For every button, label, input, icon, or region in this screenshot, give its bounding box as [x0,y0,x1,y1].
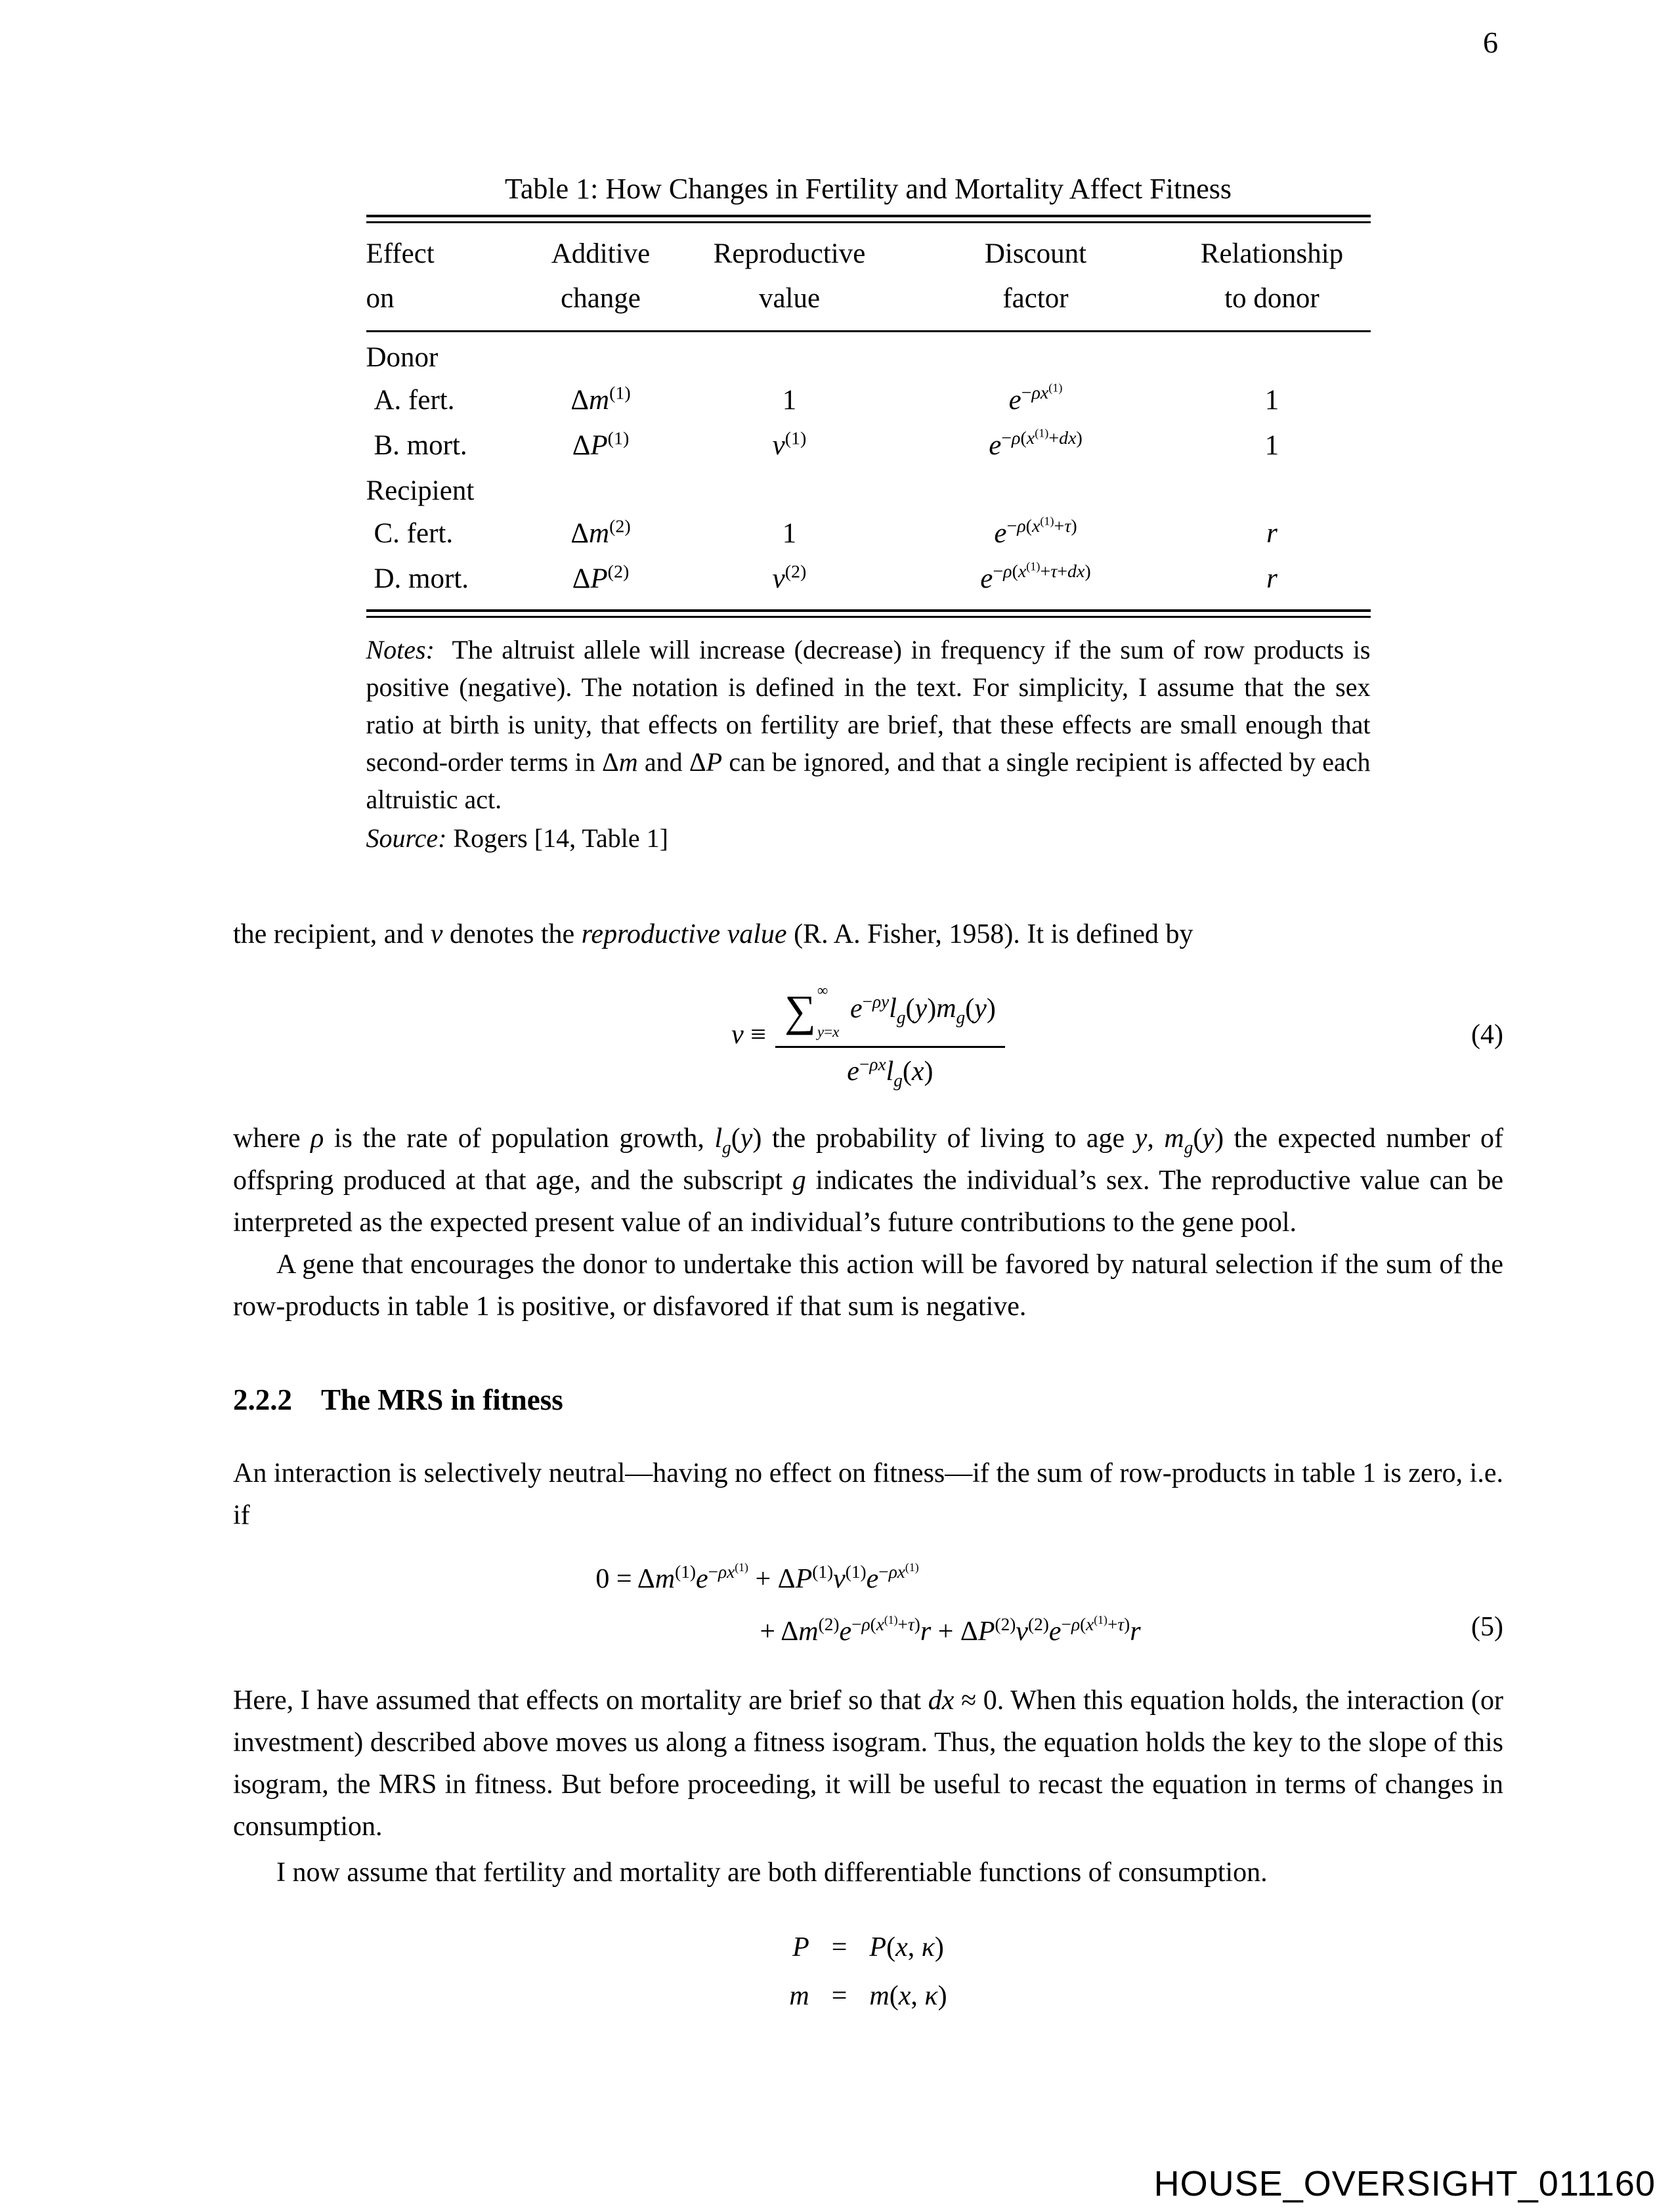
table-grid [366,223,1371,599]
header-line: Additive [551,238,651,269]
table-cell-discount-factor: $e^{-\rho(x^{(1)}+\tau+dx)}$ [980,560,1091,594]
table-row-label: A. fert. [374,384,455,416]
section-title: The MRS in fitness [321,1383,563,1416]
watermark-bates-number: HOUSE_OVERSIGHT_011160 [1153,2164,1656,2203]
table-cell-additive-change: ΔP$^{(2)}$ [572,561,630,594]
equation-5-label: (5) [1471,1612,1503,1643]
header-line: factor [1002,283,1069,314]
table-row-label: C. fert. [374,517,454,549]
equation-P-m [233,1932,1503,2012]
table-cell-reproductive-value: $v^{(1)}$ [772,428,807,461]
header-line: Discount [984,238,1087,269]
table-cell-relationship: r [1266,563,1277,594]
equation-5-line-1: $0 = \Delta m^{(1)}e^{-\rho x^{(1)}} + \Delta P^{(1)}v^{(1)}e^{-\rho x^{(1)}}$ [595,1560,919,1594]
table-row-label: B. mort. [374,429,467,461]
paragraph-interaction-neutral: An interaction is selectively neutral—having no effect on fitness—if the sum of row-products in table 1 is zero, i.e. if [233,1458,1503,1530]
equation-5-line-2: + $\Delta m^{(2)}e^{-\rho(x^{(1)}+\tau)}r + \Delta P^{(2)}v^{(2)}e^{-\rho(x^{(1)}+\tau)}r$ [760,1613,1141,1647]
table-row-label: D. mort. [374,563,469,594]
header-line: change [561,283,641,314]
eq-P-equals: = [831,1932,848,1963]
fraction-numerator: ∑ ∞ y=x $e^{-\rho y}l_g(y)m_g(y)$ [784,981,996,1040]
table-notes: Notes: The altruist allele will increase (decrease) in frequency if the sum of row products is positive (negative). The notation is defined in the text. For simplicity, I assume that the sex ratio at birth is unity, that effects on fertility are brief, that these effects are small enough that second-order terms in Δm and ΔP can be ignored, and that a single recipient is affected by each altruistic act. [366,634,1371,814]
eq-m-equals: = [831,1981,848,2012]
header-line: Relationship [1200,238,1344,269]
table-cell-reproductive-value: $v^{(2)}$ [772,561,807,594]
equation-4-label: (4) [1471,1020,1503,1051]
paragraph-gene-favored: A gene that encourages the donor to undertake this action will be favored by natural selection if the sum of the row-products in table 1 is positive, or disfavored if that sum is negative. [233,1249,1503,1322]
equation-4 [233,981,1503,1091]
table-cell-reproductive-value: 1 [782,384,797,416]
paragraph-now-assume: I now assume that fertility and mortality are both differentiable functions of consumption. [276,1857,1268,1888]
table-cell-additive-change: $\Delta m^{(2)}$ [570,516,631,549]
column-header-effect [366,223,521,324]
table-cell-discount-factor: $e^{-\rho(x^{(1)}+\tau)}$ [994,515,1077,549]
table-cell-discount-factor: $e^{-\rho x^{(1)}}$ [1008,381,1063,416]
table-source: Source: Rogers [14, Table 1] [366,823,668,853]
page-number: 6 [1483,26,1498,59]
equation-4-body [233,981,1503,1091]
table-group-donor: Donor [366,341,439,373]
table-title: Table 1: How Changes in Fertility and Mortality Affect Fitness [505,173,1232,205]
column-header-additive-change [521,223,681,324]
table-cell-relationship: 1 [1264,384,1279,416]
section-heading [233,1383,1503,1417]
table-cell-reproductive-value: 1 [782,517,797,549]
table-cell-additive-change: ΔP$^{(1)}$ [572,428,630,461]
eq-m-rhs: m(x, κ) [869,1981,947,2012]
table-top-rule [366,215,1371,223]
eq-P-rhs: P(x, κ) [869,1932,944,1963]
table-cell-discount-factor: $e^{-\rho(x^{(1)}+dx)}$ [989,427,1083,461]
table-bottom-rule [366,609,1371,618]
table-1 [366,172,1371,618]
table-cell-relationship: 1 [1264,429,1279,461]
paragraph-reproductive-value: the recipient, and v denotes the reproductive value (R. A. Fisher, 1958). It is defined by [233,919,1193,949]
fraction-denominator: $e^{-\rho x}l_g(x)$ [775,1046,1005,1087]
column-header-discount-factor [898,223,1174,324]
equation-4-lhs: v ≡ [731,1020,766,1051]
equation-5 [233,1560,1503,1647]
column-header-reproductive-value [681,223,898,324]
table-group-recipient: Recipient [366,475,475,506]
fraction [775,981,1005,1091]
eq-P-lhs: P [792,1932,809,1963]
page-content [233,0,1503,2012]
header-line: Effect [366,238,435,269]
header-line: on [366,283,395,314]
eq-m-lhs: m [789,1981,809,2012]
table-cell-relationship: r [1266,517,1277,549]
table-cell-additive-change: $\Delta m^{(1)}$ [570,383,631,416]
paragraph-here-assumed: Here, I have assumed that effects on mortality are brief so that dx ≈ 0. When this equation holds, the interaction (or investment) described above moves us along a fitness isogram. Thus, the equation holds the key to the slope of this isogram, the MRS in fitness. But before proceeding, it will be useful to recast the equation in terms of changes in consumption. [233,1685,1504,1842]
column-header-relationship [1174,223,1371,324]
paragraph-where-rho: where ρ is the rate of population growth, $l_g(y)$ the probability of living to age y, $m_g(y)$ the expected number of offspring produced at that age, and the subscript g indicates the individual’s sex. The reproductive value can be interpreted as the expected present value of an individual’s future contributions to the gene pool. [233,1123,1504,1238]
header-line: value [758,283,821,314]
section-number: 2.2.2 [233,1383,292,1416]
header-line: Reproductive [713,238,866,269]
equation-P-m-grid [789,1932,947,2012]
header-line: to donor [1224,283,1320,314]
equation-5-body [595,1560,1141,1647]
